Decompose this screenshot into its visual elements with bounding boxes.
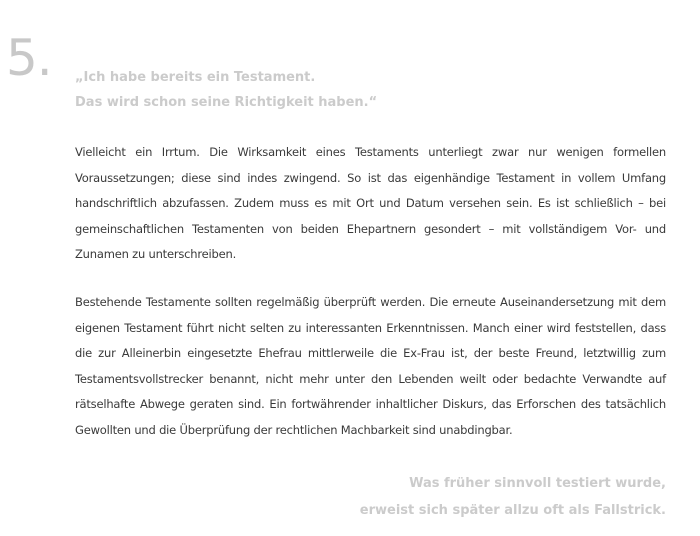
section-heading [75,65,575,115]
closing-statement [360,470,666,524]
heading-line-1: „Ich habe bereits ein Testament. [75,70,316,85]
paragraph-2: Bestehende Testamente sollten regelmäßig überprüft werden. Die erneute Auseinandersetzung mit dem eigenen Testament führt nicht selten zu interessanten Erkenntnissen. Manch einer wird feststellen, dass die zur Alleinerbin eingesetzte Ehefrau mittlerweile die Ex-Frau ist, der beste Freund, letztwillig zum Testamentsvollstrecker benannt, nicht mehr unter den Lebenden weilt oder bedachte Verwandte auf rätselhafte Abwege geraten sind. Ein fortwährender inhaltlicher Diskurs, das Erforschen des tatsächlich Gewollten und die Überprüfung der rechtlichen Machbarkeit sind unabdingbar. [75,295,666,437]
heading-line-2: Das wird schon seine Richtigkeit haben.“ [75,95,378,110]
closing-line-2: erweist sich später allzu oft als Fallstrick. [359,503,666,518]
section-number: 5. [6,29,52,87]
paragraph-1: Vielleicht ein Irrtum. Die Wirksamkeit eines Testaments unterliegt zwar nur wenigen formellen Voraussetzungen; diese sind indes zwingend. So ist das eigenhändige Testament in vollem Umfang handschriftlich abzufassen. Zudem muss es mit Ort und Datum versehen sein. Es ist schließlich – bei gemeinschaftlichen Testamenten von beiden Ehepartnern gesondert – mit vollständigem Vor- und Zunamen zu unterschreiben. [75,145,666,261]
closing-line-1: Was früher sinnvoll testiert wurde, [409,476,666,491]
